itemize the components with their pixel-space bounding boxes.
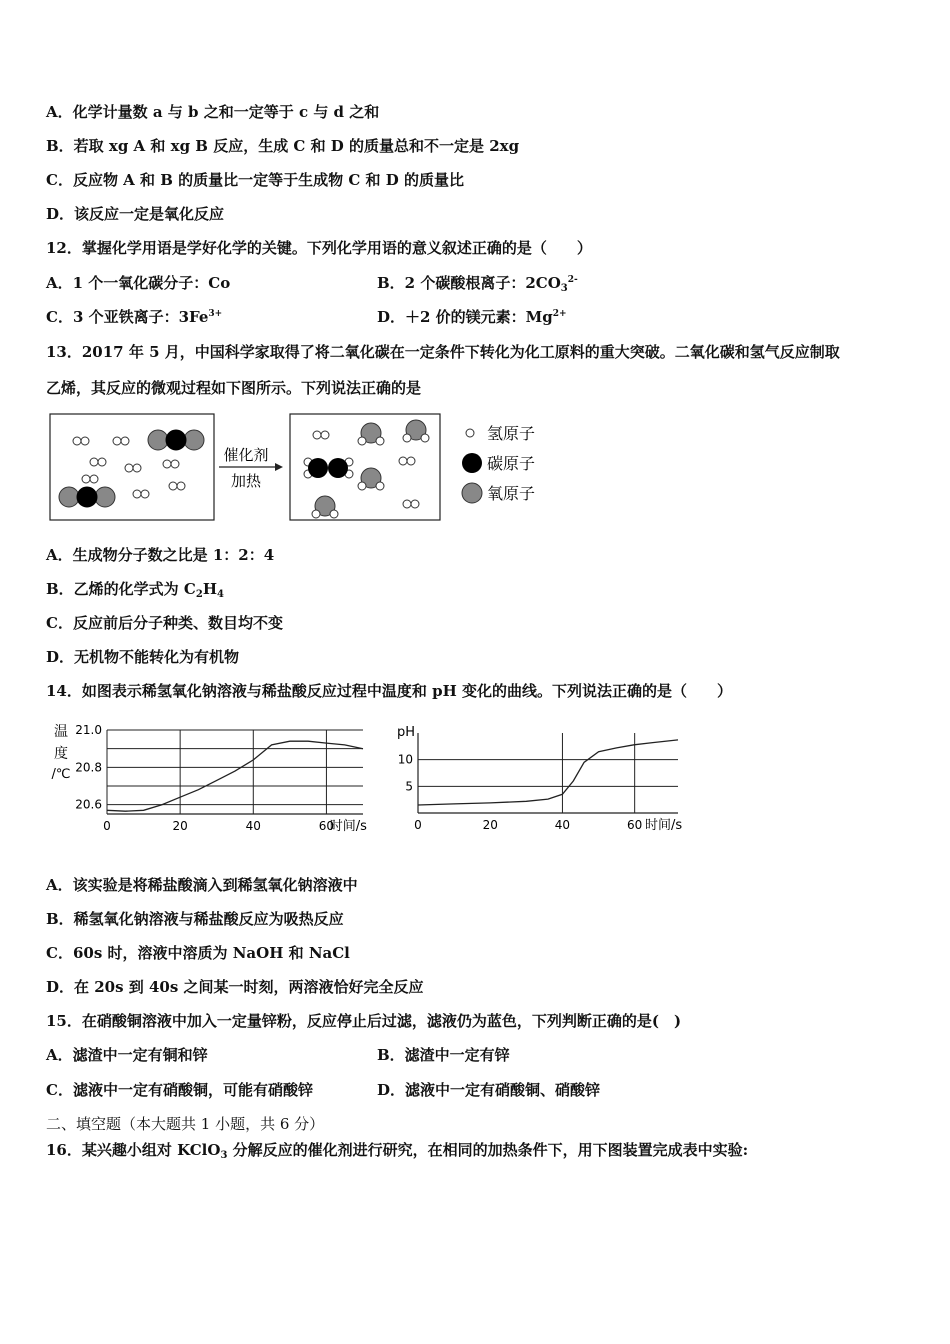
ph-y-label: pH [396,725,416,740]
reaction-diagram [45,408,565,528]
q11-option-d: D．该反应一定是氧化反应 [46,205,225,223]
q13-option-b: B．乙烯的化学式为 $C_2H_4$ [46,580,224,600]
arrow-label-catalyst: 催化剂 [223,446,269,464]
q15-option-b: B．滤渣中一定有锌 [377,1046,510,1064]
temp-series-line [107,741,363,811]
q14-option-b: B．稀氢氧化钠溶液与稀盐酸反应为吸热反应 [46,910,344,928]
temp-y-label: /℃ [51,767,71,782]
temp-y-label: 温 [54,724,68,740]
q14-option-a: A．该实验是将稀盐酸滴入到稀氢氧化钠溶液中 [46,876,358,894]
q12-option-b: B．2 个碳酸根离子：$2CO_3^{2-}$ [377,274,578,294]
temp-x-tick-label: 40 [245,819,261,833]
q11-option-c: C．反应物 A 和 B 的质量比一定等于生成物 C 和 D 的质量比 [46,171,464,189]
q12-option-d: D．＋2 价的镁元素：$Mg^{2+}$ [377,308,567,326]
q15-option-a: A．滤渣中一定有铜和锌 [46,1046,208,1064]
legend-carbon: 碳原子 [487,454,536,473]
arrow-label-heat: 加热 [230,472,262,490]
temp-y-tick-label: 20.8 [75,760,102,775]
temperature-chart [45,718,385,843]
section-title: 二、填空题（本大题共 1 小题，共 6 分） [46,1115,325,1133]
q15-option-d: D．滤液中一定有硝酸铜、硝酸锌 [377,1081,601,1099]
temp-x-tick-label: 60 [318,819,335,833]
temp-x-tick-label: 0 [103,819,111,833]
ph-x-tick-label: 40 [554,818,571,832]
q11-option-a: A．化学计量数 a 与 b 之和一定等于 c 与 d 之和 [46,103,380,121]
q13-stem-line1: 13．2017 年 5 月，中国科学家取得了将二氧化碳在一定条件下转化为化工原料的重大突破。二氧化碳和氢气反应制取 [46,343,840,361]
q13-option-d: D．无机物不能转化为有机物 [46,648,240,666]
q14-stem: 14．如图表示稀氢氧化钠溶液与稀盐酸反应过程中温度和 pH 变化的曲线。下列说法正确的是（ ） [46,682,732,700]
q13-option-a: A．生成物分子数之比是 1：2：4 [46,546,275,564]
q12-stem: 12．掌握化学用语是学好化学的关键。下列化学用语的意义叙述正确的是（ ） [46,239,592,257]
q15-option-c: C．滤液中一定有硝酸铜，可能有硝酸锌 [46,1081,313,1099]
q12-option-a: A．1 个一氧化碳分子：Co [46,274,231,292]
ph-chart [390,718,710,843]
temp-y-tick-label: 21.0 [75,723,102,737]
q12-option-c: C．3 个亚铁离子：$3Fe^{3+}$ [46,308,223,326]
legend-hydrogen: 氢原子 [487,424,536,443]
ph-y-tick-label: 5 [405,779,413,794]
ph-x-tick-label: 20 [482,818,498,832]
temp-y-label: 度 [54,746,68,762]
ph-x-label: 时间/s [644,818,683,833]
ph-x-tick-label: 0 [414,818,422,832]
ph-y-tick-label: 10 [397,752,413,767]
q14-option-d: D．在 20s 到 40s 之间某一时刻，两溶液恰好完全反应 [46,978,424,996]
q13-option-c: C．反应前后分子种类、数目均不变 [46,614,283,632]
ph-series-line [418,740,678,805]
ph-x-tick-label: 60 [627,818,643,832]
q16-stem: 16．某兴趣小组对 KClO$_3$ 分解反应的催化剂进行研究，在相同的加热条件下，用下图装置完成表中实验: [46,1141,749,1161]
temp-x-tick-label: 20 [172,819,188,833]
q11-option-b: B．若取 xg A 和 xg B 反应，生成 C 和 D 的质量总和不一定是 2xg [46,137,520,155]
temp-x-label: 时间/s [329,819,367,834]
q14-option-c: C．60s 时，溶液中溶质为 NaOH 和 NaCl [46,944,350,962]
q15-stem: 15．在硝酸铜溶液中加入一定量锌粉，反应停止后过滤，滤液仍为蓝色，下列判断正确的是( ) [46,1012,682,1030]
legend-oxygen: 氧原子 [487,484,536,503]
q13-stem-line2: 乙烯，其反应的微观过程如下图所示。下列说法正确的是 [46,379,422,397]
temp-y-tick-label: 20.6 [75,797,102,812]
